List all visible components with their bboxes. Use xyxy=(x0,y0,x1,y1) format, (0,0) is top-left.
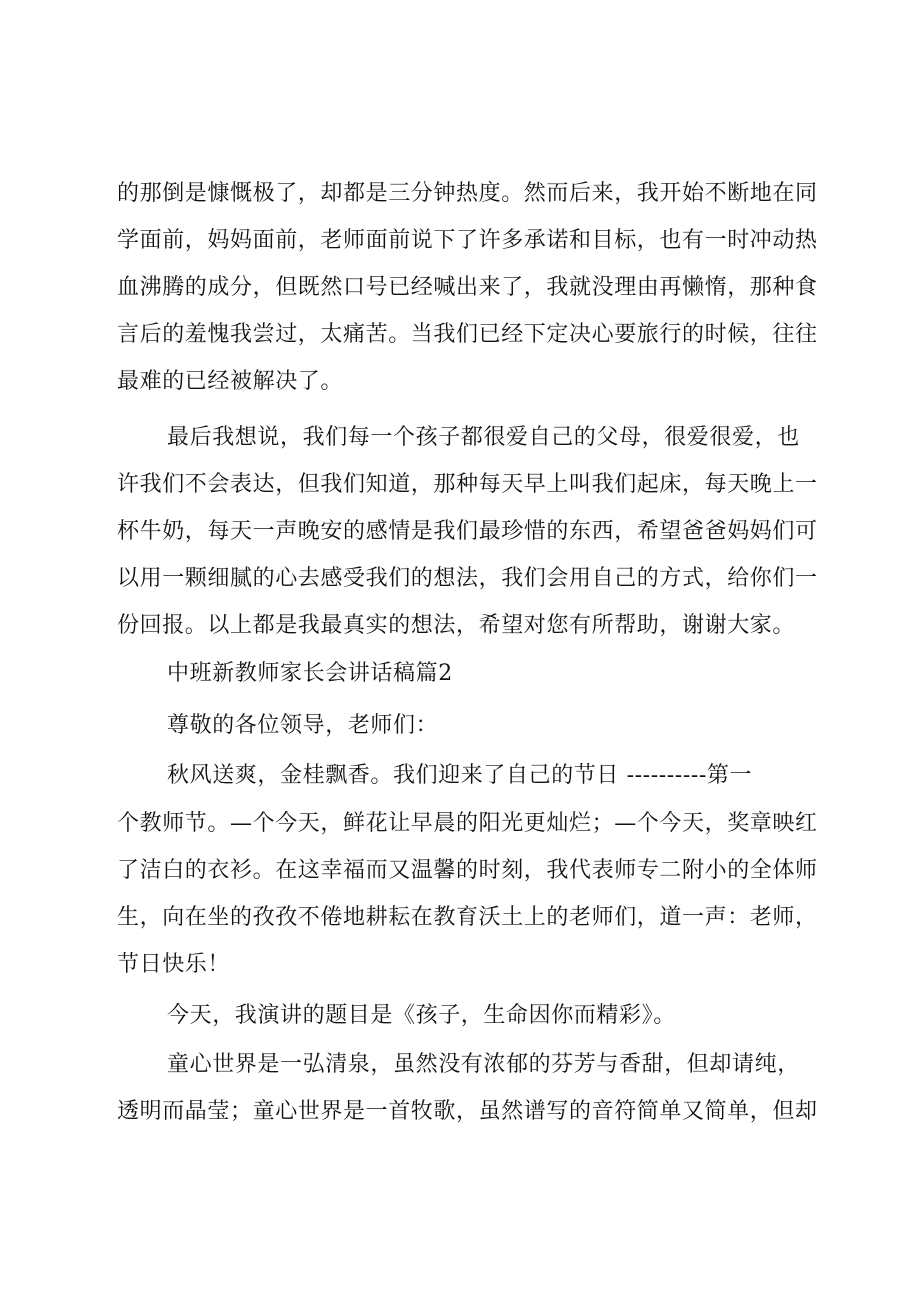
text-line: 学面前，妈妈面前，老师面前说下了许多承诺和目标，也有一时冲动热 xyxy=(117,228,818,253)
text-line: 了洁白的衣衫。在这幸福而又温馨的时刻，我代表师专二附小的全体师 xyxy=(117,858,818,883)
text-line: 的那倒是慷慨极了，却都是三分钟热度。然而后来，我开始不断地在同 xyxy=(117,181,818,206)
text-line: 生，向在坐的孜孜不倦地耕耘在教育沃土上的老师们，道一声：老师， xyxy=(117,905,818,930)
text-line: 份回报。以上都是我最真实的想法，希望对您有所帮助，谢谢大家。 xyxy=(117,613,796,638)
text-line: 血沸腾的成分，但既然口号已经喊出来了，我就没理由再懒惰，那种食 xyxy=(117,275,818,300)
paragraph-first-line: 今天，我演讲的题目是《孩子，生命因你而精彩》。 xyxy=(167,1003,676,1028)
paragraph-first-line: 童心世界是一弘清泉，虽然没有浓郁的芬芳与香甜，但却请纯， xyxy=(167,1052,800,1077)
text-line: 个教师节。—个今天，鲜花让早晨的阳光更灿烂；—个今天，奖章映红 xyxy=(117,811,818,836)
salutation: 尊敬的各位领导，老师们： xyxy=(167,713,439,738)
text-line: 言后的羞愧我尝过，太痛苦。当我们已经下定决心要旅行的时候，往往 xyxy=(117,322,818,347)
text-line: 许我们不会表达，但我们知道，那种每天早上叫我们起床，每天晚上一 xyxy=(117,472,818,497)
text-line: 节日快乐！ xyxy=(117,952,231,977)
text-line: 最难的已经被解决了。 xyxy=(117,369,344,394)
text-line: 以用一颗细腻的心去感受我们的想法，我们会用自己的方式，给你们一 xyxy=(117,566,818,591)
section-heading: 中班新教师家长会讲话稿篇2 xyxy=(167,661,453,686)
paragraph-first-line: 最后我想说，我们每一个孩子都很爱自己的父母，很爱很爱，也 xyxy=(167,425,800,450)
paragraph-first-line: 秋风送爽，金桂飘香。我们迎来了自己的节日 ----------第一 xyxy=(167,763,753,788)
text-line: 杯牛奶，每天一声晚安的感情是我们最珍惜的东西，希望爸爸妈妈们可 xyxy=(117,519,818,544)
text-line: 透明而晶莹；童心世界是一首牧歌，虽然谱写的音符简单又简单，但却 xyxy=(117,1099,818,1124)
